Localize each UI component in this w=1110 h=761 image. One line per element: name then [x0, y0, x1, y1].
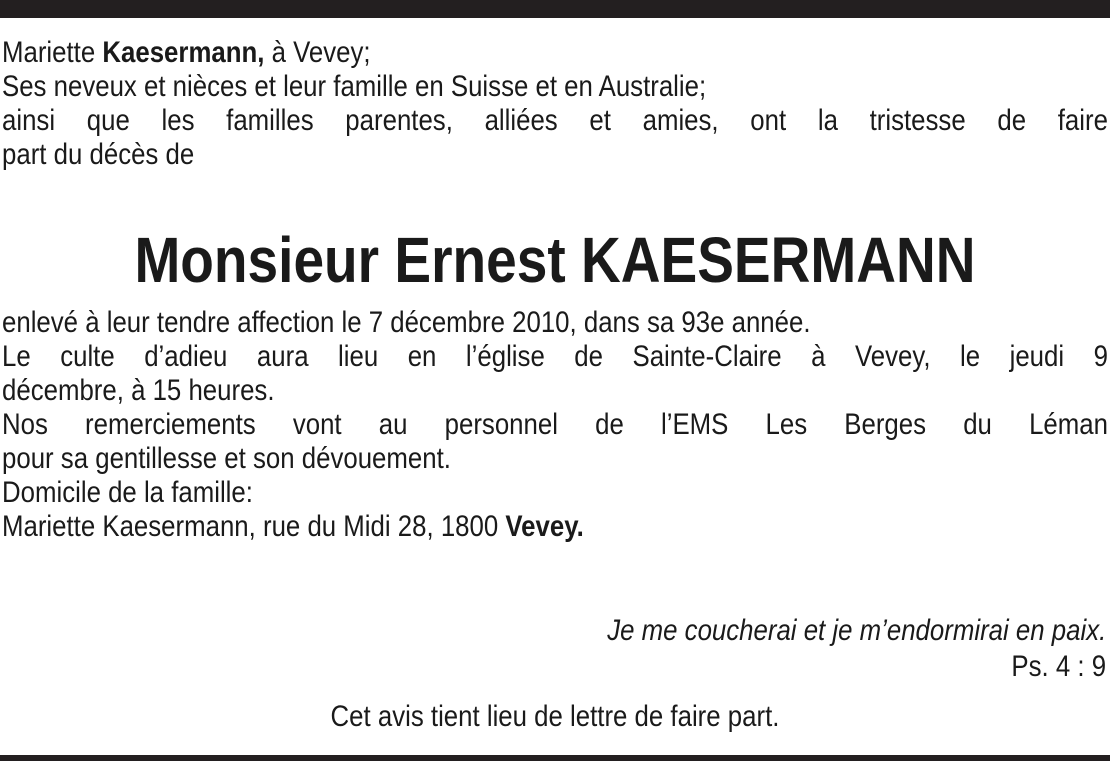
family-address — [2, 510, 1108, 544]
first-name: Mariette — [2, 36, 103, 69]
verse-quote: Je me coucherai et je m’endormirai en paix. — [606, 614, 1106, 647]
intro-line-2: Ses neveux et nièces et leur famille en Suisse et en Australie; — [2, 70, 707, 103]
intro-block — [2, 36, 1108, 172]
intro-line-1 — [2, 36, 1108, 70]
verse-reference: Ps. 4 : 9 — [1011, 650, 1106, 683]
surname: Kaesermann, — [102, 36, 265, 69]
bottom-rule — [0, 755, 1110, 761]
deceased-name: Monsieur Ernest KAESERMANN — [134, 224, 976, 296]
address-city: Vevey. — [505, 510, 584, 543]
intro-line-4: part du décès de — [2, 138, 195, 171]
top-rule — [0, 0, 1110, 18]
body-line-6: Domicile de la famille: — [2, 476, 253, 509]
body-line-3: décembre, à 15 heures. — [2, 374, 275, 407]
body-line-5: pour sa gentillesse et son dévouement. — [2, 442, 451, 475]
body-line-1: enlevé à leur tendre affection le 7 décembre 2010, dans sa 93e année. — [2, 306, 811, 339]
address-text: Mariette Kaesermann, rue du Midi 28, 1800 — [2, 510, 506, 543]
place: à Vevey; — [264, 36, 371, 69]
notice-body — [2, 306, 1108, 544]
body-line-4: Nos remerciements vont au personnel de l’EMS Les Berges du Léman — [2, 408, 1108, 441]
closing-text: Cet avis tient lieu de lettre de faire part. — [330, 700, 780, 733]
deceased-name-heading — [0, 222, 1110, 298]
closing-note — [0, 700, 1110, 734]
body-line-2: Le culte d’adieu aura lieu en l’église de Sainte-Claire à Vevey, le jeudi 9 — [2, 340, 1108, 373]
intro-line-3: ainsi que les familles parentes, alliées et amies, ont la tristesse de faire — [2, 104, 1108, 137]
